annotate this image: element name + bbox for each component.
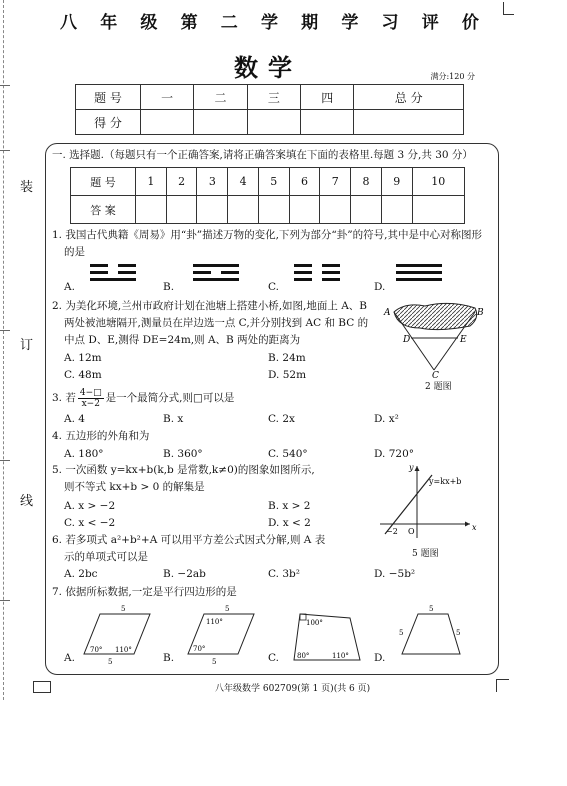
q2-line3: 中点 D、E,测得 DE=24m,则 A、B 两处的距离为 [64,334,301,346]
score-cell[interactable] [247,110,300,135]
q7-option-a[interactable]: A. [64,652,75,664]
answer-cell[interactable] [320,196,351,224]
score-value-row [76,110,464,135]
answer-number: 10 [412,168,464,196]
answer-cell[interactable] [412,196,464,224]
score-row-label: 得 分 [76,110,141,135]
title-char: 评 [421,13,440,33]
answer-number: 9 [381,168,412,196]
pond-bridge-figure [380,298,490,381]
answer-number-row [71,168,465,196]
answer-number: 8 [351,168,382,196]
answer-number: 1 [136,168,167,196]
answer-number: 2 [166,168,197,196]
q3-option-b[interactable]: B. x [163,413,184,425]
score-header-cell: 三 [247,85,300,110]
figc-angle1-label: 100° [306,619,323,627]
figc-angle3-label: 110° [332,652,349,660]
figa-bottom-label: 5 [108,658,113,666]
y-axis-label: y [409,463,414,472]
point-label-b: B [477,308,484,318]
q4-option-d[interactable]: D. 720° [374,448,415,460]
title-char: 期 [301,13,320,33]
q4-stem: 4. 五边形的外角和为 [52,430,150,442]
q4-option-a[interactable]: A. 180° [64,448,104,460]
q3-option-d[interactable]: D. x² [374,413,399,425]
answer-cell[interactable] [258,196,289,224]
title-char: 学 [260,13,279,33]
corner-mark [33,681,51,693]
full-mark: 满分:120 分 [430,72,475,81]
q2-option-d[interactable]: D. 52m [268,369,307,381]
answer-cell[interactable] [351,196,382,224]
q2-option-b[interactable]: B. 24m [268,352,306,364]
q5-option-b[interactable]: B. x > 2 [268,500,311,512]
score-header-cell: 四 [301,85,354,110]
hexagram-b-icon [193,264,239,285]
score-header-cell: 总 分 [354,85,464,110]
figd-right-label: 5 [456,629,461,637]
figb-angle1-label: 110° [206,618,223,626]
origin-label: O [408,527,415,536]
q7-stem: 7. 依据所标数据,一定是平行四边形的是 [52,586,237,598]
figb-bottom-label: 5 [212,658,217,666]
score-cell[interactable] [354,110,464,135]
title-char: 八 [60,13,78,33]
q3-suffix: 是一个最简分式,则□可以是 [105,392,235,404]
title-char: 习 [381,13,400,33]
margin-mark [0,600,10,601]
q5-option-d[interactable]: D. x < 2 [268,517,311,529]
figa-angle1-label: 70° [90,646,103,654]
x-intercept-label: −2 [386,527,398,536]
q6-option-d[interactable]: D. −5b² [374,568,416,580]
q1-option-d[interactable]: D. [374,281,386,293]
q5-line2: 则不等式 kx+b > 0 的解集是 [64,481,205,493]
binding-margin [0,0,50,700]
subject-title: 数学 [234,53,302,82]
q3-prefix: 3. 若 [52,392,76,404]
figa-top-label: 5 [121,605,126,613]
score-header-cell: 一 [141,85,194,110]
exam-title [60,8,480,33]
corner-mark [503,2,514,15]
q7-option-c[interactable]: C. [268,652,279,664]
answer-cell[interactable] [381,196,412,224]
hexagram-d-icon [396,264,442,285]
q7-figure-a [78,602,158,666]
score-header-cell: 二 [194,85,247,110]
q6-option-a[interactable]: A. 2bc [64,568,98,580]
score-table [75,84,464,135]
q7-figure-c [288,608,368,666]
point-label-a: A [384,308,391,318]
point-label-e: E [460,335,467,345]
q5-option-c[interactable]: C. x < −2 [64,517,116,529]
q6-option-c[interactable]: C. 3b² [268,568,300,580]
x-axis-label: x [472,523,477,532]
cut-line [3,0,5,700]
answer-cell[interactable] [289,196,320,224]
q3-option-a[interactable]: A. 4 [64,413,85,425]
q3-fraction [78,388,104,409]
binding-label-ding: 订 [20,338,34,353]
answer-input-row [71,196,465,224]
figc-angle2-label: 80° [297,652,310,660]
q3-option-c[interactable]: C. 2x [268,413,295,425]
answer-number: 7 [320,168,351,196]
q1-option-c[interactable]: C. [268,281,279,293]
title-char: 第 [180,13,199,33]
title-char: 二 [220,13,239,33]
hexagram-c-icon [294,264,340,285]
q2-line2: 两处被池塘隔开,测量员在岸边选一点 C,并分别找到 AC 和 BC 的 [64,317,369,329]
q7-option-d[interactable]: D. [374,652,386,664]
figd-left-label: 5 [399,629,404,637]
q3-numerator: 4−□ [79,388,102,398]
binding-label-zhuang: 装 [20,180,34,195]
answer-number: 6 [289,168,320,196]
score-header-row [76,85,464,110]
score-header-cell: 题 号 [76,85,141,110]
page-footer: 八年级数学 602709(第 1 页)(共 6 页) [215,684,371,694]
q7-figure-b [182,602,262,666]
q5-option-a[interactable]: A. x > −2 [64,500,116,512]
answer-row-label: 题 号 [71,168,136,196]
answer-row-label: 答 案 [71,196,136,224]
section-heading: 一. 选择题.（每题只有一个正确答案,请将正确答案填在下面的表格里.每题 3 分,共 30 分） [52,149,473,161]
q2-figure-caption: 2 题图 [425,382,452,392]
margin-mark [0,460,10,461]
q6-line2: 示的单项式可以是 [64,551,148,563]
score-cell[interactable] [141,110,194,135]
answer-cell[interactable] [136,196,167,224]
q1-option-b[interactable]: B. [163,281,175,293]
score-cell[interactable] [194,110,247,135]
point-label-c: C [432,371,439,381]
answer-table [70,167,465,224]
answer-number: 5 [258,168,289,196]
q6-option-b[interactable]: B. −2ab [163,568,206,580]
answer-cell[interactable] [166,196,197,224]
margin-mark [0,85,10,86]
corner-mark [496,679,509,692]
q2-option-c[interactable]: C. 48m [64,369,102,381]
linear-function-graph [375,460,475,540]
figb-top-label: 5 [225,605,230,613]
q3-denominator: x−2 [81,399,100,409]
title-char: 学 [341,13,360,33]
answer-cell[interactable] [197,196,228,224]
answer-cell[interactable] [228,196,259,224]
title-char: 价 [461,13,480,33]
q5-figure-caption: 5 题图 [412,549,439,559]
title-char: 年 [100,13,119,33]
q7-option-b[interactable]: B. [163,652,175,664]
q4-option-c[interactable]: C. 540° [268,448,308,460]
q6-line1: 6. 若多项式 a²+b²+A 可以用平方差公式因式分解,则 A 表 [52,534,326,546]
hexagram-a-icon [90,264,136,285]
q1-stem: 1. 我国古代典籍《周易》用“卦”描述万物的变化,下列为部分“卦”的符号,其中是中心对称图形 [52,229,483,241]
figa-angle2-label: 110° [115,646,132,654]
q1-stem-cont: 的是 [64,246,85,258]
q2-line1: 2. 为美化环境,兰州市政府计划在池塘上搭建小桥,如图,地面上 A、B [52,300,368,312]
point-label-d: D [403,335,411,345]
binding-label-xian: 线 [20,494,34,509]
q1-option-a[interactable]: A. [64,281,75,293]
line-equation-label: y=kx+b [429,477,462,486]
figd-top-label: 5 [429,605,434,613]
answer-number: 4 [228,168,259,196]
q4-option-b[interactable]: B. 360° [163,448,203,460]
q5-line1: 5. 一次函数 y=kx+b(k,b 是常数,k≠0)的图象如图所示, [52,464,315,476]
q3-stem [52,388,234,409]
title-char: 级 [140,13,159,33]
margin-mark [0,150,10,151]
q2-option-a[interactable]: A. 12m [64,352,102,364]
figb-angle2-label: 70° [193,645,206,653]
answer-number: 3 [197,168,228,196]
score-cell[interactable] [301,110,354,135]
margin-mark [0,330,10,331]
q7-figure-d [396,602,476,666]
